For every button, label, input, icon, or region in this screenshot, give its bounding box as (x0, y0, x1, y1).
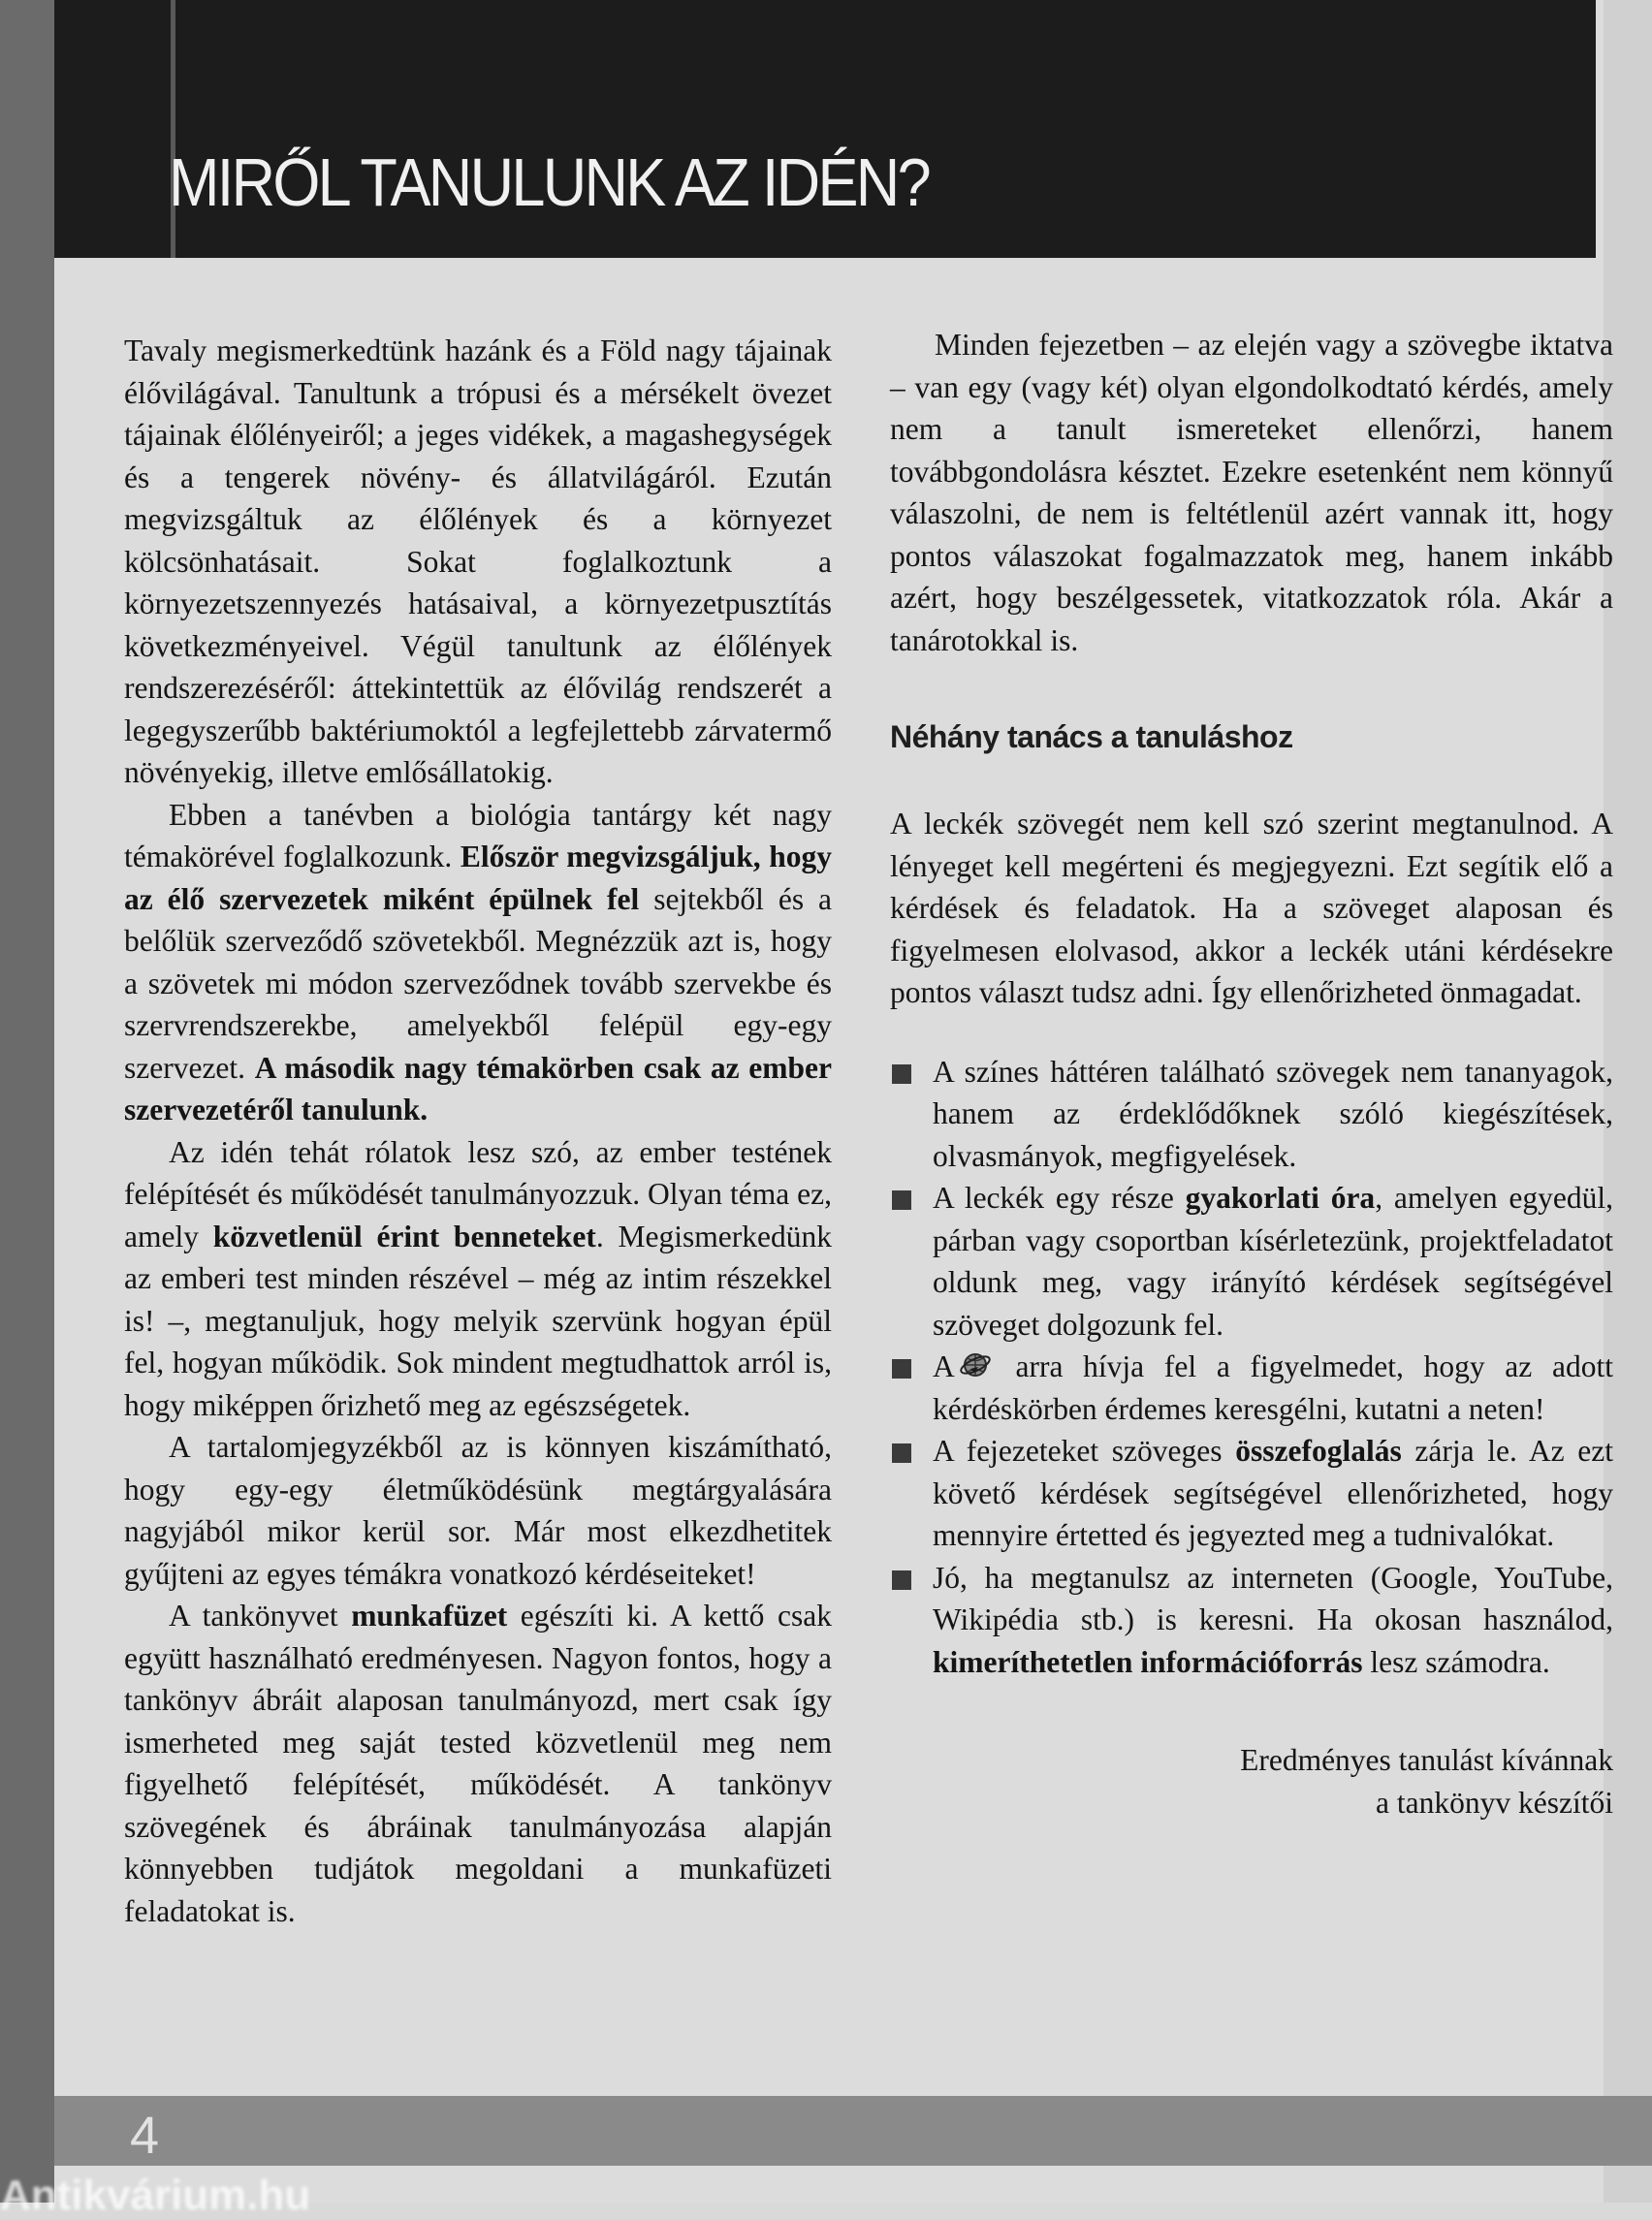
left-column (124, 330, 832, 1932)
book-page (54, 0, 1652, 2203)
tips-list (890, 1051, 1613, 1684)
page-title: MIRŐL TANULUNK AZ IDÉN? (169, 144, 929, 220)
tip-item: A leckék egy része gyakorlati óra, amelyen egyedül, párban vagy csoportban kísérletezünk, projektfeladatot oldunk meg, vagy irányító kérdések segítségével szöveget dolgozunk fel. (890, 1177, 1613, 1346)
page-number: 4 (130, 2107, 160, 2165)
emphasis-first-topic: Először megvizsgáljuk, hogy az élő szervezetek miként épülnek fel (124, 840, 832, 916)
book-spine (0, 0, 54, 2203)
paragraph-workbook: A tankönyvet munkafüzet egészíti ki. A kettő csak együtt használható eredményesen. Nagyon fontos, hogy a tankönyv ábráit alaposan tanulmányozd, mert csak így ismerheted meg saját tested közvetlenül meg nem figyelhető felépítését, működését. A tankönyv szövegének és ábráinak tanulmányozása alapján könnyebben tudjátok megoldani a munkafüzeti feladatokat is. (124, 1599, 833, 1928)
emphasis-workbook: munkafüzet (351, 1599, 508, 1633)
emphasis-summary: összefoglalás (1235, 1434, 1402, 1468)
emphasis-practical-lesson: gyakorlati óra (1185, 1181, 1376, 1215)
bullet-square-icon (892, 1570, 911, 1590)
footer-band (54, 2096, 1652, 2166)
bullet-square-icon (892, 1064, 911, 1084)
globe-internet-icon (959, 1349, 992, 1380)
right-column (890, 324, 1613, 1824)
watermark: Antikvárium.hu (0, 2172, 311, 2219)
paragraph-last-year: Tavaly megismerkedtünk hazánk és a Föld nagy tájainak élővilágával. Tanultunk a trópusi és a mérsékelt övezet tájainak élőlényeiről; a jeges vidékek, a magashegységek és a tengerek növény- és állatvilágáról. Ezután megvizsgáltuk az élőlények és a környezet kölcsönhatásait. Sokat foglalkoztunk a környezetszennyezés hatásaival, a környezetpusztítás következményeivel. Végül tanultunk az élőlények rendszerezéséről: áttekintettük az élővilág rendszerét a legegyszerűbb baktériumoktól a legfejlettebb zárvatermő növényekig, illetve emlősállatokig. (124, 333, 832, 789)
tip-item: A fejezeteket szöveges összefoglalás zárja le. Az ezt követő kérdések segítségével ellenőrizheted, hogy mennyire értetted és jegyezted meg a tudnivalókat. (890, 1430, 1613, 1557)
emphasis-directly-concerns: közvetlenül érint benneteket (212, 1219, 596, 1253)
bullet-square-icon (892, 1190, 911, 1210)
tip-item: Jó, ha megtanulsz az interneten (Google, YouTube, Wikipédia stb.) is keresni. Ha okosan használod, kimeríthetetlen információforrás lesz számodra. (890, 1557, 1613, 1684)
emphasis-second-topic: A második nagy témakörben csak az ember szervezetéről tanulunk. (124, 1050, 833, 1126)
paragraph-this-year: Ebben a tanévben a biológia tantárgy két nagy témakörével foglalkozunk. Először megvizsgáljuk, hogy az élő szervezetek miként épülnek fel sejtekből és a belőlük szerveződő szövetekből. Megnézzük azt is, hogy a szövetek mi módon szerveződnek tovább szervekbe és szervrendszerekbe, amelyekből felépül egy-egy szervezet. A második nagy témakörben csak az ember szervezetéről tanulunk. (124, 797, 833, 1126)
paragraph-tips-intro: A leckék szövegét nem kell szó szerint megtanulnod. A lényeget kell megérteni és megjegyezni. Ezt segítik elő a kérdések és feladatok. Ha a szöveget alaposan és figyelmesen elolvasod, akkor a leckék utáni kérdésekre pontos választ tudsz adni. Így ellenőrizheted önmagadat. (890, 807, 1613, 1009)
bullet-square-icon (892, 1443, 911, 1463)
chapter-header-band (54, 0, 1596, 258)
signature: Eredményes tanulást kívánnak a tankönyv készítői (1240, 1743, 1613, 1820)
bullet-square-icon (892, 1359, 911, 1379)
emphasis-information-source: kimeríthetetlen információforrás (933, 1644, 1363, 1679)
paragraph-human-body: Az idén tehát rólatok lesz szó, az ember testének felépítését és működését tanulmányozzuk. Olyan téma ez, amely közvetlenül érint benneteket. Megismerkedünk az emberi test minden részével – még az intim részekkel is! –, megtanuljuk, hogy melyik szervünk hogyan épül fel, hogyan működik. Sok mindent megtudhattok arról is, hogy miképpen őrizhető meg az egészségetek. (124, 1134, 832, 1422)
tip-item: A arra hívja fel a figyelmedet, hogy az adott kérdéskörben érdemes keresgélni, kutatni a neten! (890, 1346, 1613, 1430)
paragraph-chapter-questions: Minden fejezetben – az elején vagy a szövegbe iktatva – van egy (vagy két) olyan elgondolkodtató kérdés, amely nem a tanult ismereteket ellenőrzi, hanem továbbgondolásra késztet. Ezekre esetenként nem könnyű válaszolni, de nem is feltétlenül azért vannak itt, hogy pontos válaszokat fogalmazzatok meg, hanem inkább azért, hogy beszélgessetek, vitatkozzatok róla. Akár a tanárotokkal is. (890, 328, 1613, 657)
tips-heading: Néhány tanács a tanuláshoz (890, 719, 1293, 754)
paragraph-table-of-contents: A tartalomjegyzékből az is könnyen kiszámítható, hogy egy-egy életműködésünk megtárgyalására nagyjából mikor kerül sor. Már most elkezdhetitek gyűjteni az egyes témákra vonatkozó kérdéseiteket! (124, 1430, 832, 1591)
tip-item: A színes háttéren található szövegek nem tananyagok, hanem az érdeklődőknek szóló kiegészítések, olvasmányok, megfigyelések. (890, 1051, 1613, 1178)
